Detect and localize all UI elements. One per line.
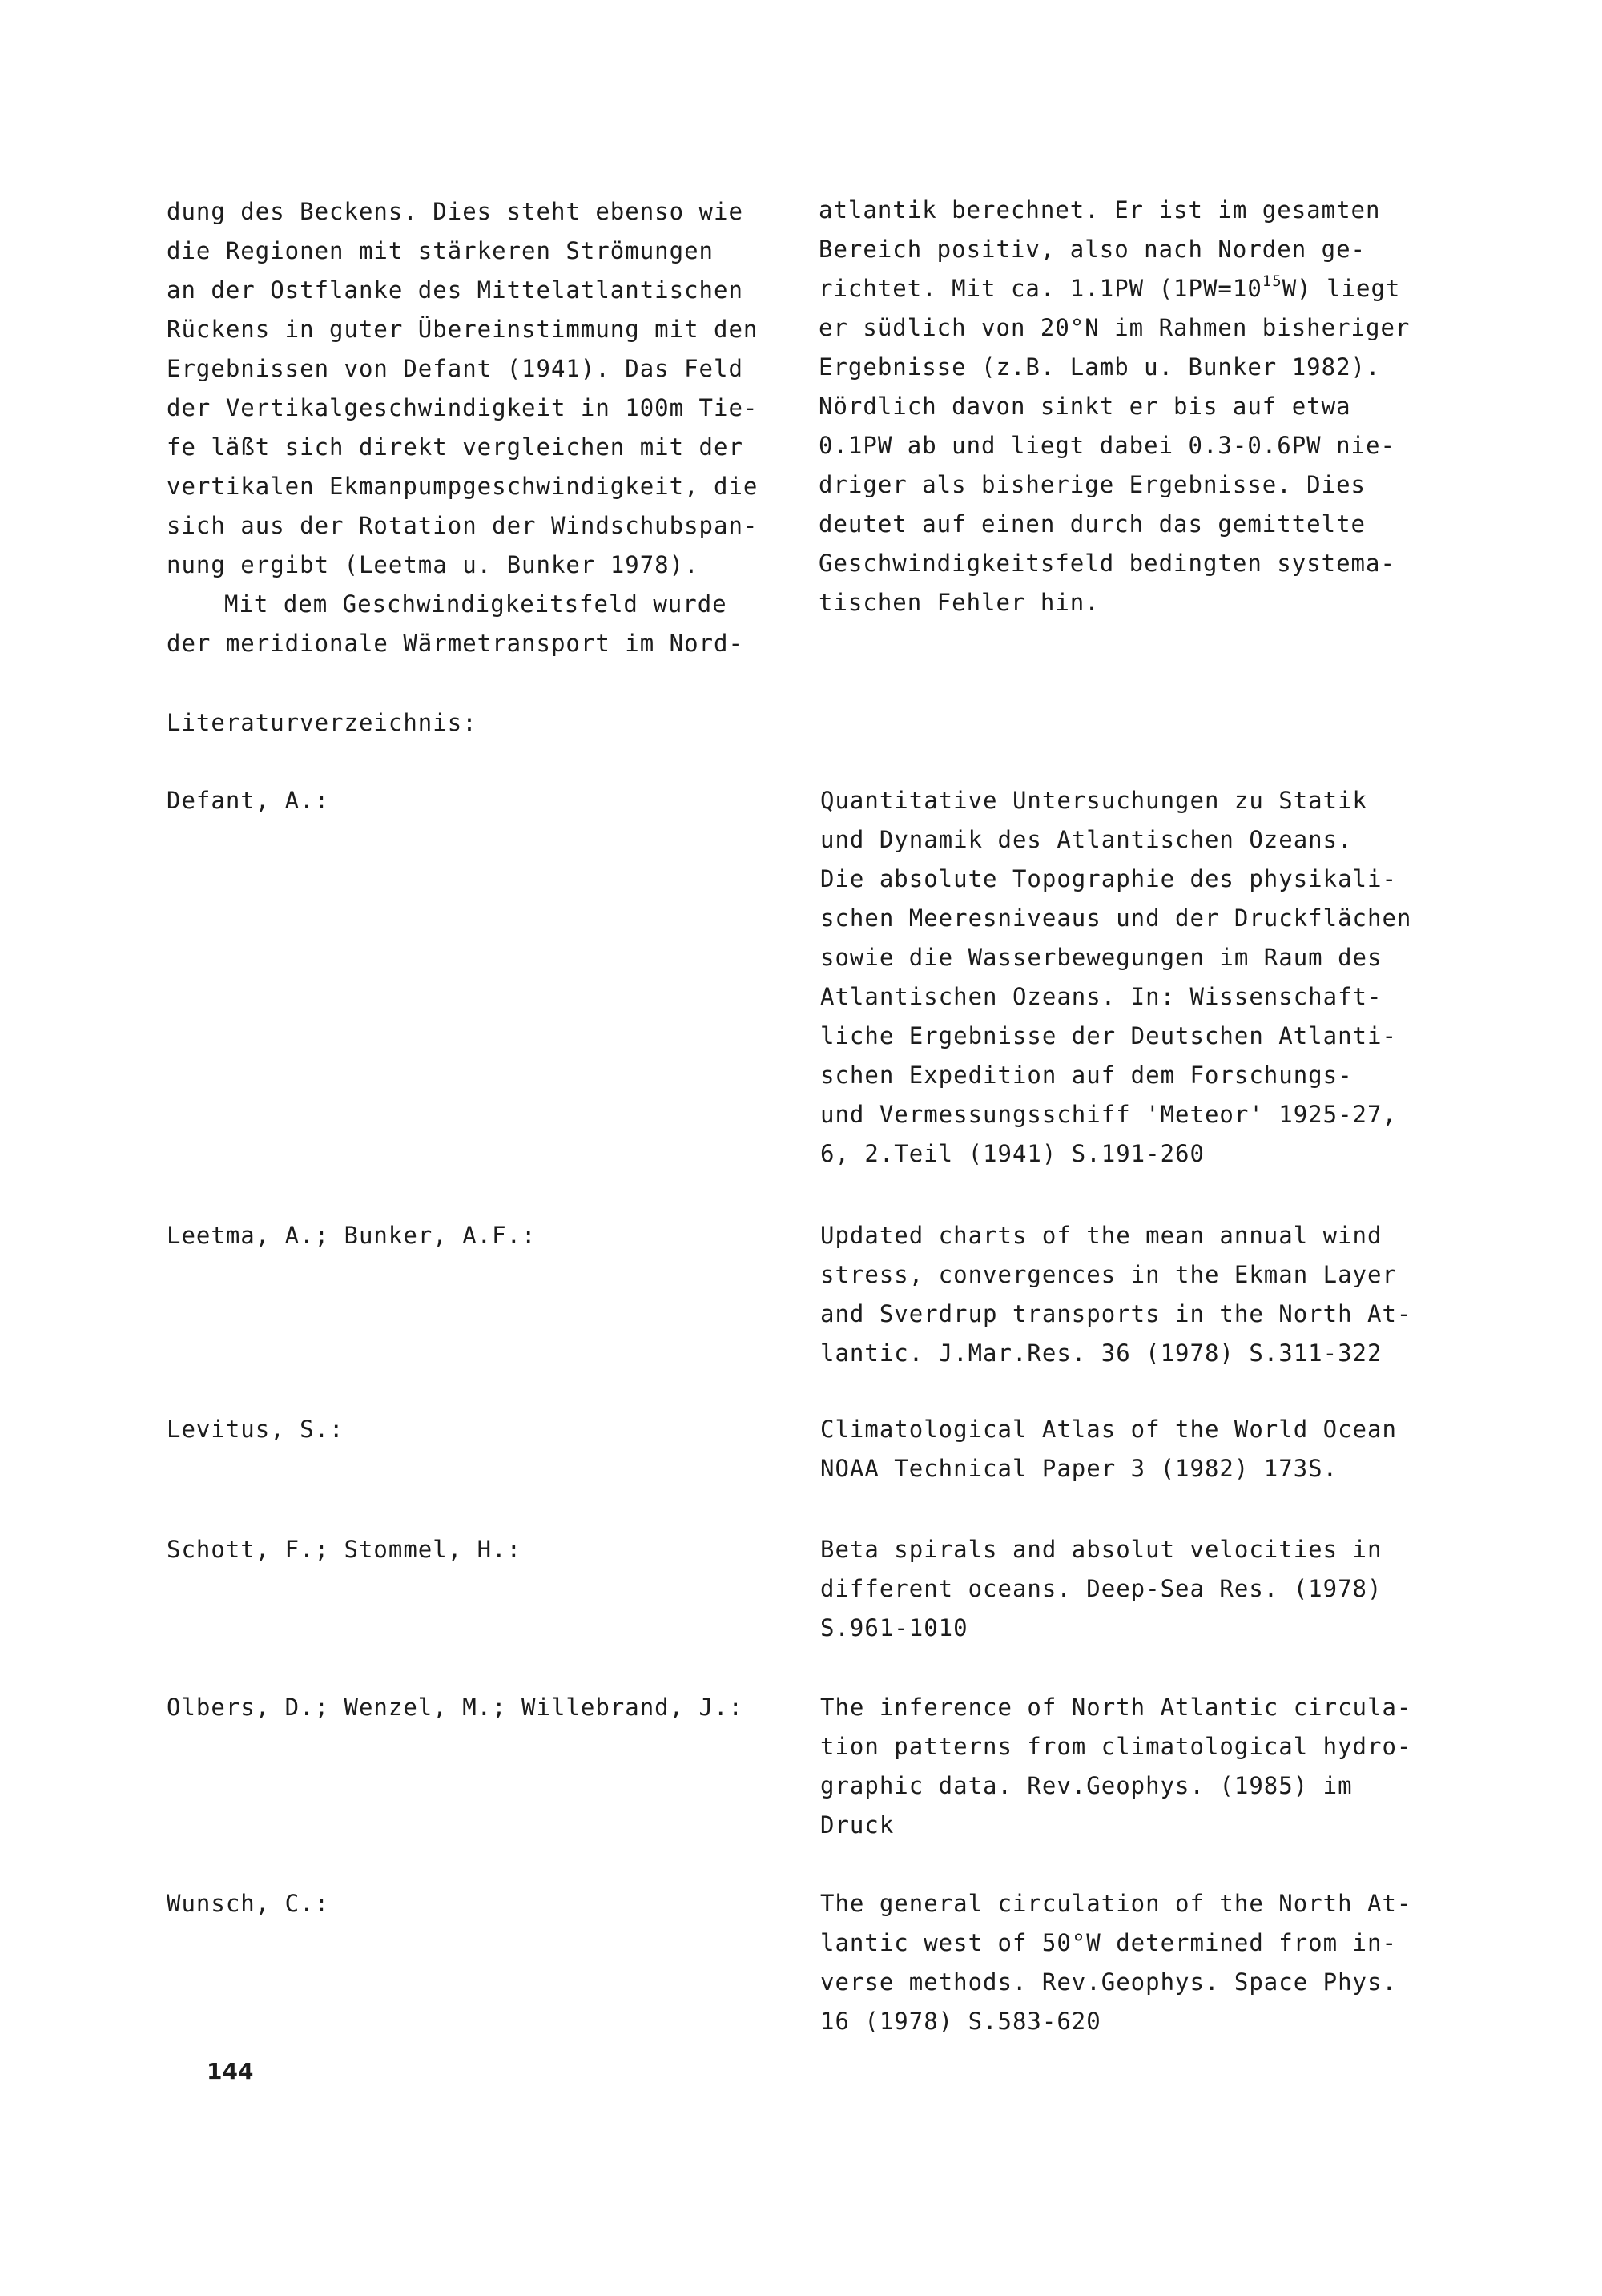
body-line: Nördlich davon sinkt er bis auf etwa xyxy=(819,393,1351,420)
body-right-column xyxy=(819,191,1451,622)
citation-line: Climatological Atlas of the World Ocean xyxy=(820,1416,1397,1443)
body-line: vertikalen Ekmanpumpgeschwindigkeit, die xyxy=(167,473,759,500)
body-line: die Regionen mit stärkeren Strömungen xyxy=(167,237,714,264)
citation-line: stress, convergences in the Ekman Layer xyxy=(820,1261,1397,1288)
citation-line: The inference of North Atlantic circula- xyxy=(820,1694,1412,1721)
citation-line: NOAA Technical Paper 3 (1982) 173S. xyxy=(820,1455,1338,1482)
body-line: an der Ostflanke des Mittelatlantischen xyxy=(167,276,743,304)
reference-citation xyxy=(820,1884,1461,2041)
citation-line: verse methods. Rev.Geophys. Space Phys. xyxy=(820,1968,1397,1996)
citation-line: schen Expedition auf dem Forschungs- xyxy=(820,1061,1353,1089)
citation-line: Quantitative Untersuchungen zu Statik xyxy=(820,787,1368,814)
body-line-with-exponent xyxy=(819,269,1451,308)
citation-line: Atlantischen Ozeans. In: Wissenschaft- xyxy=(820,983,1383,1010)
reference-citation xyxy=(820,1410,1461,1488)
citation-line: Die absolute Topographie des physikali- xyxy=(820,865,1397,892)
body-line: Bereich positiv, also nach Norden ge- xyxy=(819,236,1367,263)
reference-author: Levitus, S.: xyxy=(167,1416,344,1443)
body-line: dung des Beckens. Dies steht ebenso wie xyxy=(167,198,743,225)
reference-citation xyxy=(820,1530,1461,1648)
reference-citation xyxy=(820,1216,1461,1373)
citation-line: Beta spirals and absolut velocities in xyxy=(820,1536,1383,1563)
reference-author: Defant, A.: xyxy=(167,787,330,814)
body-line: Ergebnisse (z.B. Lamb u. Bunker 1982). xyxy=(819,353,1381,381)
citation-line: und Vermessungsschiff 'Meteor' 1925-27, xyxy=(820,1101,1397,1128)
citation-line: lantic west of 50°W determined from in- xyxy=(820,1929,1397,1956)
citation-line: und Dynamik des Atlantischen Ozeans. xyxy=(820,826,1353,853)
reference-author: Schott, F.; Stommel, H.: xyxy=(167,1536,522,1563)
body-left-column xyxy=(167,192,799,663)
reference-citation xyxy=(820,1688,1461,1845)
citation-line: Updated charts of the mean annual wind xyxy=(820,1222,1383,1249)
citation-line: S.961-1010 xyxy=(820,1614,968,1641)
paragraph-start-line: Mit dem Geschwindigkeitsfeld wurde xyxy=(224,590,727,618)
citation-line: tion patterns from climatological hydro- xyxy=(820,1733,1412,1760)
body-line: nung ergibt (Leetma u. Bunker 1978). xyxy=(167,551,699,578)
body-text: richtet. Mit ca. 1.1PW (1PW=10 xyxy=(819,275,1262,302)
body-line: 0.1PW ab und liegt dabei 0.3-0.6PW nie- xyxy=(819,432,1395,459)
citation-line: schen Meeresniveaus und der Druckflächen xyxy=(820,904,1412,932)
body-line: deutet auf einen durch das gemittelte xyxy=(819,510,1367,538)
exponent: 15 xyxy=(1262,272,1282,290)
body-line: Ergebnissen von Defant (1941). Das Feld xyxy=(167,355,743,382)
body-line: atlantik berechnet. Er ist im gesamten xyxy=(819,196,1381,224)
body-line: der meridionale Wärmetransport im Nord- xyxy=(167,630,743,657)
citation-line: graphic data. Rev.Geophys. (1985) im xyxy=(820,1772,1353,1799)
reference-author: Wunsch, C.: xyxy=(167,1890,330,1917)
body-line: er südlich von 20°N im Rahmen bisheriger xyxy=(819,314,1411,341)
citation-line: different oceans. Deep-Sea Res. (1978) xyxy=(820,1575,1383,1602)
citation-line: sowie die Wasserbewegungen im Raum des xyxy=(820,944,1383,971)
body-line: tischen Fehler hin. xyxy=(819,589,1100,616)
body-line: fe läßt sich direkt vergleichen mit der xyxy=(167,433,743,461)
body-line: sich aus der Rotation der Windschubspan- xyxy=(167,512,759,539)
citation-line: lantic. J.Mar.Res. 36 (1978) S.311-322 xyxy=(820,1339,1383,1367)
citation-line: Druck xyxy=(820,1811,895,1839)
body-line: Rückens in guter Übereinstimmung mit den xyxy=(167,316,759,343)
reference-citation xyxy=(820,781,1461,1174)
body-text: W) liegt xyxy=(1282,275,1401,302)
reference-author: Olbers, D.; Wenzel, M.; Willebrand, J.: xyxy=(167,1694,743,1721)
body-line: driger als bisherige Ergebnisse. Dies xyxy=(819,471,1367,498)
reference-author: Leetma, A.; Bunker, A.F.: xyxy=(167,1222,537,1249)
citation-line: 16 (1978) S.583-620 xyxy=(820,2008,1101,2035)
citation-line: liche Ergebnisse der Deutschen Atlanti- xyxy=(820,1022,1397,1049)
citation-line: 6, 2.Teil (1941) S.191-260 xyxy=(820,1140,1205,1167)
citation-line: The general circulation of the North At- xyxy=(820,1890,1412,1917)
citation-line: and Sverdrup transports in the North At- xyxy=(820,1300,1412,1327)
body-line: der Vertikalgeschwindigkeit in 100m Tie- xyxy=(167,394,759,421)
body-line: Geschwindigkeitsfeld bedingten systema- xyxy=(819,550,1395,577)
references-heading: Literaturverzeichnis: xyxy=(167,709,477,736)
page-number: 144 xyxy=(207,2058,254,2085)
